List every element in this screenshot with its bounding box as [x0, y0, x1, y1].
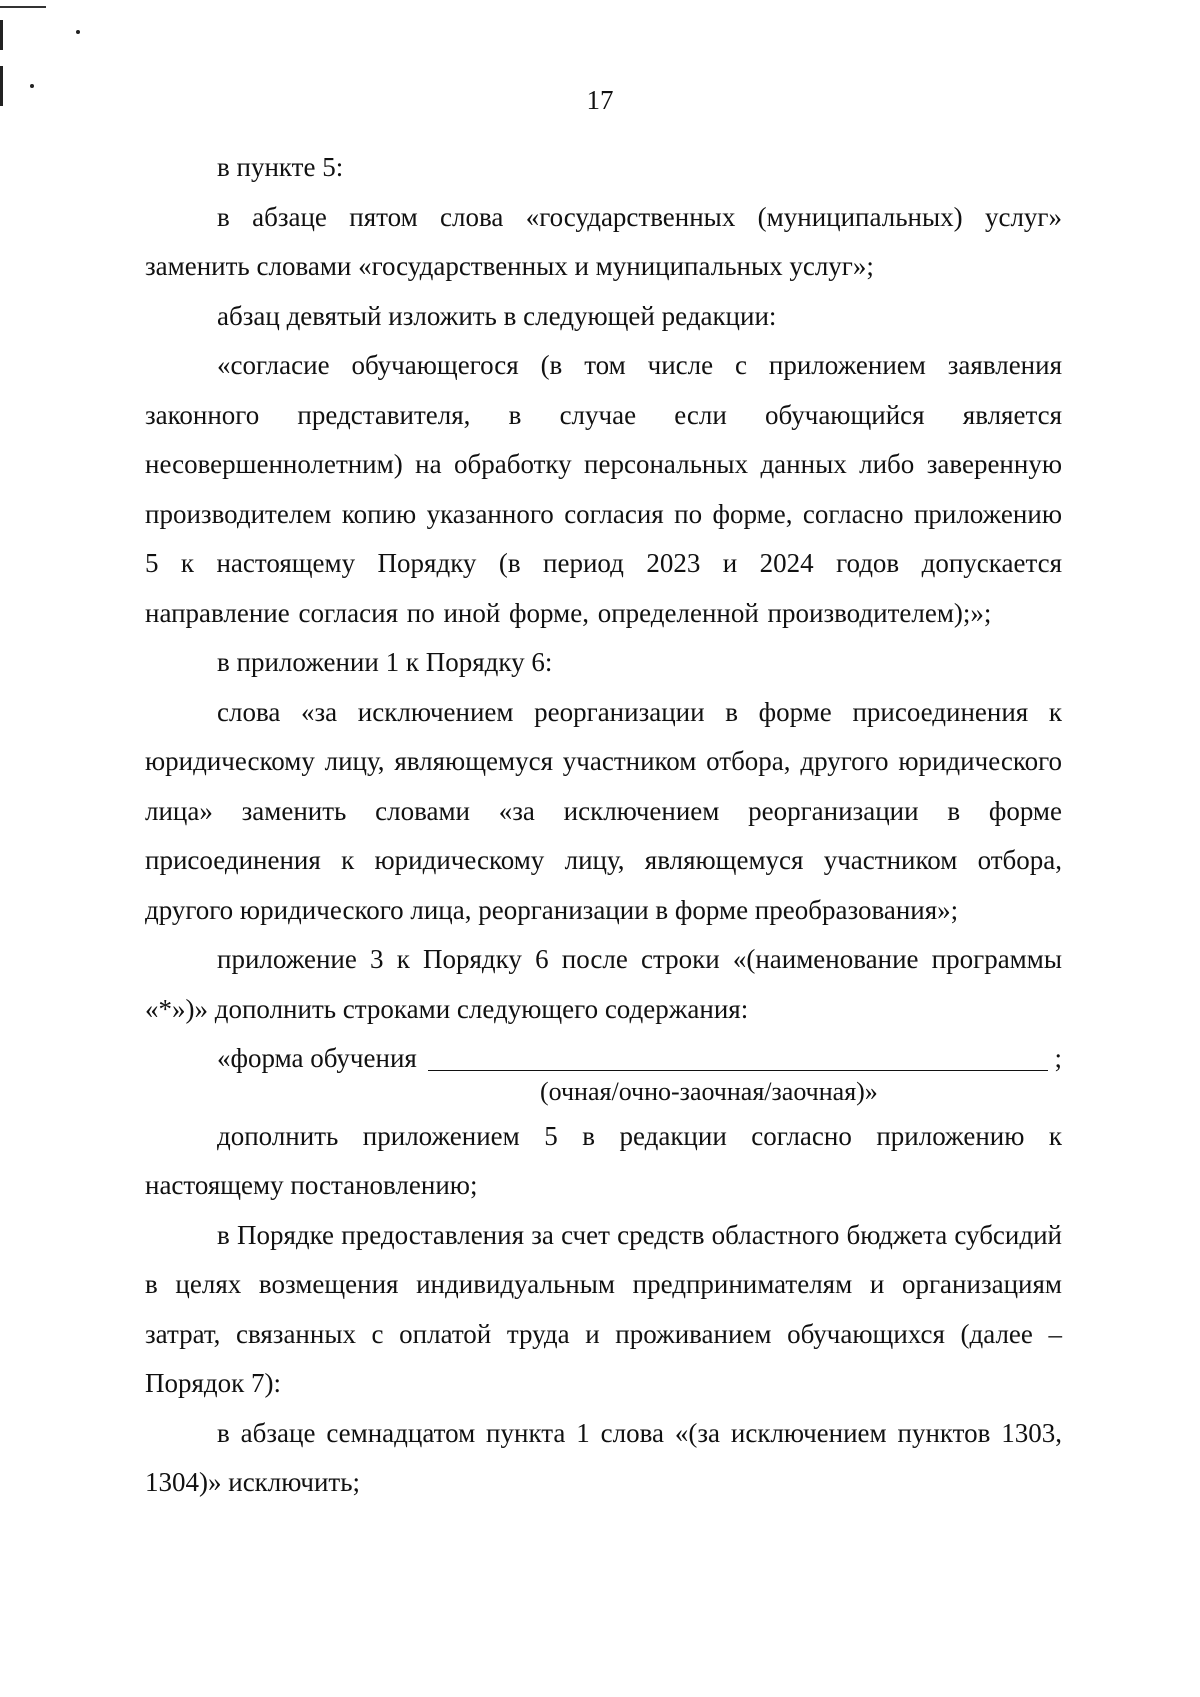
document-body	[145, 143, 1062, 1508]
scan-edge-rule	[0, 6, 46, 8]
scan-edge-mark	[0, 20, 3, 50]
paragraph: в абзаце пятом слова «государственных (муниципальных) услуг» заменить словами «государственных и муниципальных услуг»;	[145, 201, 1062, 281]
form-field-caption: (очная/очно-заочная/заочная)»	[540, 1076, 878, 1106]
paragraph: в пункте 5:	[217, 152, 344, 182]
paragraph: в Порядке предоставления за счет средств областного бюджета субсидий в целях возмещения индивидуальным предпринимателям и организациям затрат, связанных с оплатой труда и проживанием обучающихся (далее – Порядок 7):	[145, 1219, 1062, 1398]
paragraph: в абзаце семнадцатом пункта 1 слова «(за исключением пунктов 1303, 1304)» исключить;	[145, 1417, 1062, 1497]
paragraph: в приложении 1 к Порядку 6:	[217, 647, 553, 677]
form-field-blank	[428, 1070, 1048, 1071]
form-field-label: «форма обучения	[217, 1043, 417, 1073]
scan-speck	[30, 84, 34, 88]
paragraph: приложение 3 к Порядку 6 после строки «(наименование программы «*»)» дополнить строками следующего содержания:	[145, 944, 1062, 1024]
paragraph: «согласие обучающегося (в том числе с приложением заявления законного представителя, в случае если обучающийся является несовершеннолетним) на обработку персональных данных либо заверенную производителем копию указанного согласия по форме, согласно приложению 5 к настоящему Порядку (в период 2023 и 2024 годов допускается направление согласия по иной форме, определенной производителем);»;	[145, 350, 1062, 628]
scan-edge-mark	[0, 66, 3, 106]
paragraph: абзац девятый изложить в следующей редакции:	[217, 300, 777, 331]
form-field-terminator: ;	[1054, 1043, 1062, 1073]
paragraph: дополнить приложением 5 в редакции согласно приложению к настоящему постановлению;	[145, 1120, 1062, 1200]
form-field-line	[145, 1034, 1062, 1084]
scan-speck	[76, 30, 80, 34]
page-number: 17	[586, 85, 614, 115]
paragraph: слова «за исключением реорганизации в форме присоединения к юридическому лицу, являющемуся участником отбора, другого юридического лица» заменить словами «за исключением реорганизации в форме присоединения к юридическому лицу, являющемуся участником отбора, другого юридического лица, реорганизации в форме преобразования»;	[145, 696, 1062, 925]
